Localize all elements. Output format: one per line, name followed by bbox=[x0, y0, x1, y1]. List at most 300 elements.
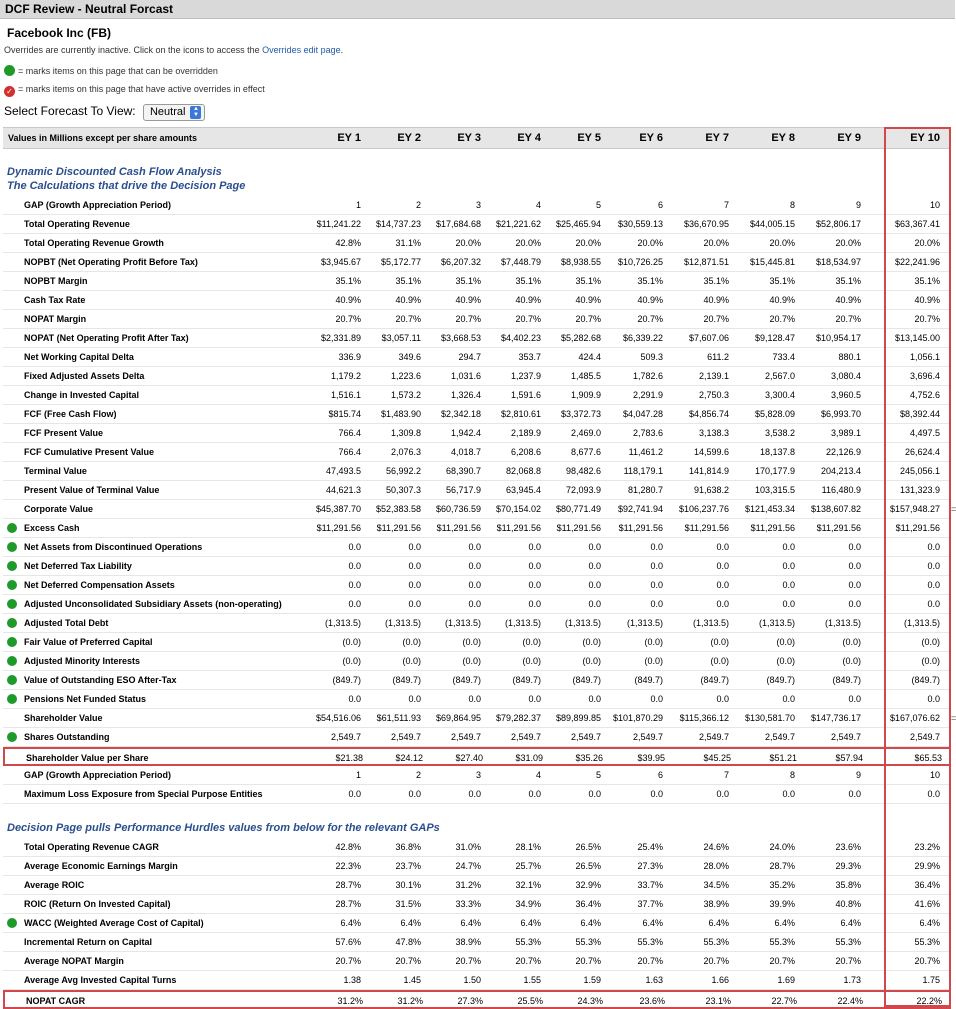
cell-ey5: 24.3% bbox=[577, 996, 603, 1006]
cell-ey1: 28.7% bbox=[335, 880, 361, 890]
cell-ey5: 1,909.9 bbox=[570, 390, 601, 400]
cell-ey5: 424.4 bbox=[578, 352, 601, 362]
cell-ey3: $2,342.18 bbox=[440, 409, 481, 419]
table-row bbox=[3, 747, 951, 766]
override-dot-icon[interactable] bbox=[7, 675, 17, 685]
table-row bbox=[3, 614, 951, 633]
cell-ey2: 20.7% bbox=[395, 314, 421, 324]
cell-ey5: $8,938.55 bbox=[560, 257, 601, 267]
cell-ey1: 47,493.5 bbox=[325, 466, 361, 476]
cell-ey2: 0.0 bbox=[408, 580, 421, 590]
cell-ey6: 23.6% bbox=[639, 996, 665, 1006]
cell-ey1: 0.0 bbox=[348, 789, 361, 799]
cell-ey1: 20.7% bbox=[335, 956, 361, 966]
cell-ey2: 0.0 bbox=[408, 542, 421, 552]
cell-ey6: 6 bbox=[657, 200, 663, 210]
cell-ey4: $4,402.23 bbox=[500, 333, 541, 343]
cell-ey4: 20.0% bbox=[515, 238, 541, 248]
cell-ey3: (0.0) bbox=[462, 656, 481, 666]
override-dot-icon[interactable] bbox=[7, 918, 17, 928]
row-label: WACC (Weighted Average Cost of Capital) bbox=[24, 918, 204, 928]
cell-ey3: 31.2% bbox=[455, 880, 481, 890]
forecast-select-value: Neutral bbox=[149, 106, 186, 118]
cell-ey2: (849.7) bbox=[392, 675, 421, 685]
table-header bbox=[3, 127, 951, 149]
row-label: Pensions Net Funded Status bbox=[24, 694, 147, 704]
cell-ey6: 40.9% bbox=[637, 295, 663, 305]
override-dot-icon[interactable] bbox=[7, 618, 17, 628]
cell-ey3: 20.0% bbox=[455, 238, 481, 248]
cell-ey3: 56,717.9 bbox=[445, 485, 481, 495]
cell-ey4: 20.7% bbox=[515, 314, 541, 324]
cell-ey7: 141,814.9 bbox=[688, 466, 729, 476]
override-dot-icon[interactable] bbox=[7, 542, 17, 552]
cell-ey1: 31.2% bbox=[337, 996, 363, 1006]
cell-ey5: $80,771.49 bbox=[555, 504, 601, 514]
cell-ey2: 47.8% bbox=[395, 937, 421, 947]
table-row bbox=[3, 914, 951, 933]
select-arrows-icon: ▲ ▼ bbox=[190, 106, 201, 119]
cell-ey9: 0.0 bbox=[848, 694, 861, 704]
cell-ey6: 0.0 bbox=[650, 580, 663, 590]
cell-ey3: $69,864.95 bbox=[435, 713, 481, 723]
cell-ey9: 20.0% bbox=[835, 238, 861, 248]
cell-ey2: 0.0 bbox=[408, 599, 421, 609]
cell-ey5: 1,485.5 bbox=[570, 371, 601, 381]
cell-ey5: $11,291.56 bbox=[556, 523, 601, 533]
cell-ey4: (0.0) bbox=[522, 656, 541, 666]
row-label: Average Economic Earnings Margin bbox=[24, 861, 178, 871]
cell-ey4: 25.5% bbox=[517, 996, 543, 1006]
cell-ey6: 11,461.2 bbox=[628, 447, 663, 457]
cell-ey8: $15,445.81 bbox=[749, 257, 795, 267]
cell-ey8: 0.0 bbox=[782, 694, 795, 704]
cell-ey7: 6.4% bbox=[708, 918, 729, 928]
row-label: ROIC (Return On Invested Capital) bbox=[24, 899, 171, 909]
cell-ey7: $11,291.56 bbox=[684, 523, 729, 533]
cell-ey7: 91,638.2 bbox=[693, 485, 729, 495]
cell-ey7: (849.7) bbox=[700, 675, 729, 685]
cell-ey4: 20.7% bbox=[515, 956, 541, 966]
override-dot-icon[interactable] bbox=[7, 523, 17, 533]
row-label: Adjusted Unconsolidated Subsidiary Assets (non-operating) bbox=[24, 599, 282, 609]
cell-ey2: 2 bbox=[415, 770, 421, 780]
cell-ey1: (849.7) bbox=[332, 675, 361, 685]
row-edge-mark: = bbox=[951, 713, 956, 723]
cell-ey10: (0.0) bbox=[921, 656, 940, 666]
cell-ey9: 40.9% bbox=[835, 295, 861, 305]
overrides-note-suffix: . bbox=[340, 45, 344, 55]
cell-ey1: 336.9 bbox=[338, 352, 361, 362]
cell-ey7: 23.1% bbox=[705, 996, 731, 1006]
cell-ey1: $21.38 bbox=[335, 753, 363, 763]
row-label: FCF Cumulative Present Value bbox=[24, 447, 155, 457]
cell-ey3: 3 bbox=[475, 200, 481, 210]
cell-ey5: 0.0 bbox=[588, 542, 601, 552]
cell-ey1: (1,313.5) bbox=[324, 618, 361, 628]
cell-ey5: 20.7% bbox=[575, 956, 601, 966]
cell-ey9: 0.0 bbox=[848, 599, 861, 609]
cell-ey9: 23.6% bbox=[835, 842, 861, 852]
table-row bbox=[3, 876, 951, 895]
cell-ey8: 20.7% bbox=[769, 314, 795, 324]
cell-ey8: 24.0% bbox=[769, 842, 795, 852]
cell-ey6: 2,291.9 bbox=[632, 390, 663, 400]
cell-ey9: 9 bbox=[855, 200, 861, 210]
cell-ey7: $45.25 bbox=[703, 753, 731, 763]
cell-ey9: $57.94 bbox=[835, 753, 863, 763]
cell-ey4: $70,154.02 bbox=[495, 504, 541, 514]
cell-ey3: 294.7 bbox=[458, 352, 481, 362]
override-dot-icon[interactable] bbox=[7, 694, 17, 704]
table-row bbox=[3, 500, 956, 519]
cell-ey3: 1,031.6 bbox=[450, 371, 481, 381]
cell-ey9: (0.0) bbox=[842, 637, 861, 647]
table-row bbox=[3, 857, 951, 876]
cell-ey8: 0.0 bbox=[782, 561, 795, 571]
row-label: Adjusted Total Debt bbox=[24, 618, 109, 628]
cell-ey7: 0.0 bbox=[716, 561, 729, 571]
cell-ey2: $14,737.23 bbox=[375, 219, 421, 229]
dcf-section-title bbox=[7, 165, 245, 193]
cell-ey7: 2,549.7 bbox=[698, 732, 729, 742]
cell-ey4: 4 bbox=[535, 770, 541, 780]
cell-ey8: 55.3% bbox=[769, 937, 795, 947]
cell-ey9: 0.0 bbox=[848, 542, 861, 552]
cell-ey4: 40.9% bbox=[515, 295, 541, 305]
cell-ey5: 72,093.9 bbox=[565, 485, 601, 495]
cell-ey1: 0.0 bbox=[348, 599, 361, 609]
row-label: Value of Outstanding ESO After-Tax bbox=[24, 675, 177, 685]
cell-ey7: 7 bbox=[723, 200, 729, 210]
override-dot-icon[interactable] bbox=[7, 656, 17, 666]
cell-ey4: 32.1% bbox=[515, 880, 541, 890]
cell-ey3: 1,942.4 bbox=[450, 428, 481, 438]
cell-ey4: $21,221.62 bbox=[495, 219, 541, 229]
cell-ey5: (0.0) bbox=[582, 637, 601, 647]
cell-ey10: 35.1% bbox=[914, 276, 940, 286]
cell-ey7: 20.7% bbox=[703, 956, 729, 966]
cell-ey10: 0.0 bbox=[927, 580, 940, 590]
cell-ey5: 36.4% bbox=[575, 899, 601, 909]
cell-ey10: 2,549.7 bbox=[909, 732, 940, 742]
cell-ey6: 509.3 bbox=[640, 352, 663, 362]
cell-ey4: 0.0 bbox=[528, 580, 541, 590]
cell-ey9: 116,480.9 bbox=[821, 485, 861, 495]
override-dot-icon[interactable] bbox=[7, 732, 17, 742]
cell-ey6: $11,291.56 bbox=[618, 523, 663, 533]
cell-ey8: 0.0 bbox=[782, 542, 795, 552]
cell-ey5: 0.0 bbox=[588, 694, 601, 704]
cell-ey8: 20.0% bbox=[769, 238, 795, 248]
cell-ey9: (1,313.5) bbox=[824, 618, 861, 628]
cell-ey9: $52,806.17 bbox=[815, 219, 861, 229]
cell-ey5: $89,899.85 bbox=[555, 713, 601, 723]
cell-ey4: 0.0 bbox=[528, 561, 541, 571]
column-header-7: EY 7 bbox=[705, 132, 729, 144]
cell-ey5: 8,677.6 bbox=[570, 447, 601, 457]
red-check-icon[interactable]: ✓ bbox=[4, 86, 15, 97]
cell-ey2: 0.0 bbox=[408, 694, 421, 704]
cell-ey3: 3 bbox=[475, 770, 481, 780]
cell-ey4: $79,282.37 bbox=[495, 713, 541, 723]
row-label: Net Assets from Discontinued Operations bbox=[24, 542, 203, 552]
cell-ey10: 20.7% bbox=[914, 956, 940, 966]
cell-ey6: 33.7% bbox=[637, 880, 663, 890]
cell-ey3: 20.7% bbox=[455, 956, 481, 966]
cell-ey2: 31.5% bbox=[395, 899, 421, 909]
cell-ey7: 35.1% bbox=[703, 276, 729, 286]
cell-ey3: $6,207.32 bbox=[440, 257, 481, 267]
cell-ey8: 0.0 bbox=[782, 599, 795, 609]
cell-ey10: 0.0 bbox=[927, 694, 940, 704]
row-label: Fair Value of Preferred Capital bbox=[24, 637, 153, 647]
cell-ey8: 18,137.8 bbox=[759, 447, 795, 457]
cell-ey4: 2,189.9 bbox=[510, 428, 541, 438]
cell-ey10: $63,367.41 bbox=[894, 219, 940, 229]
row-edge-mark: = bbox=[951, 504, 956, 514]
override-dot-icon[interactable] bbox=[7, 637, 17, 647]
cell-ey5: 2,549.7 bbox=[570, 732, 601, 742]
green-legend bbox=[4, 65, 218, 76]
cell-ey6: 0.0 bbox=[650, 561, 663, 571]
row-label: Fixed Adjusted Assets Delta bbox=[24, 371, 145, 381]
table-row bbox=[3, 766, 951, 785]
table-row bbox=[3, 595, 951, 614]
cell-ey8: 733.4 bbox=[772, 352, 795, 362]
cell-ey2: 2,076.3 bbox=[390, 447, 421, 457]
cell-ey4: (849.7) bbox=[512, 675, 541, 685]
cell-ey2: $3,057.11 bbox=[381, 333, 421, 343]
cell-ey1: 22.3% bbox=[335, 861, 361, 871]
row-label: Terminal Value bbox=[24, 466, 87, 476]
column-header-10: EY 10 bbox=[910, 132, 940, 144]
cell-ey8: 40.9% bbox=[769, 295, 795, 305]
cell-ey6: $6,339.22 bbox=[622, 333, 663, 343]
cell-ey1: $11,291.56 bbox=[316, 523, 361, 533]
cell-ey2: 1,223.6 bbox=[390, 371, 421, 381]
table-row bbox=[3, 367, 951, 386]
cell-ey9: 3,080.4 bbox=[830, 371, 861, 381]
cell-ey6: 0.0 bbox=[650, 542, 663, 552]
cell-ey2: $1,483.90 bbox=[380, 409, 421, 419]
cell-ey4: 63,945.4 bbox=[505, 485, 541, 495]
cell-ey6: 0.0 bbox=[650, 789, 663, 799]
cell-ey7: 1.66 bbox=[711, 975, 729, 985]
cell-ey6: 27.3% bbox=[637, 861, 663, 871]
cell-ey9: 55.3% bbox=[835, 937, 861, 947]
window-title: DCF Review - Neutral Forcast bbox=[0, 0, 955, 19]
cell-ey6: 20.0% bbox=[637, 238, 663, 248]
forecast-select[interactable] bbox=[143, 104, 205, 121]
column-header-1: EY 1 bbox=[337, 132, 361, 144]
cell-ey6: 0.0 bbox=[650, 694, 663, 704]
table-row bbox=[3, 348, 951, 367]
cell-ey9: 3,960.5 bbox=[830, 390, 861, 400]
cell-ey5: 0.0 bbox=[588, 599, 601, 609]
table-row bbox=[3, 462, 951, 481]
overrides-edit-link[interactable]: Overrides edit page bbox=[262, 45, 341, 55]
cell-ey10: 20.0% bbox=[914, 238, 940, 248]
row-label: Shares Outstanding bbox=[24, 732, 110, 742]
cell-ey7: 40.9% bbox=[703, 295, 729, 305]
cell-ey1: 42.8% bbox=[335, 238, 361, 248]
cell-ey5: 2,469.0 bbox=[570, 428, 601, 438]
cell-ey5: 26.5% bbox=[575, 861, 601, 871]
cell-ey4: 4 bbox=[535, 200, 541, 210]
cell-ey9: 0.0 bbox=[848, 561, 861, 571]
cell-ey9: $18,534.97 bbox=[815, 257, 861, 267]
cell-ey7: 0.0 bbox=[716, 599, 729, 609]
cell-ey3: 27.3% bbox=[457, 996, 483, 1006]
cell-ey5: $35.26 bbox=[575, 753, 603, 763]
cell-ey3: 0.0 bbox=[468, 542, 481, 552]
cell-ey2: $24.12 bbox=[395, 753, 423, 763]
cell-ey8: $9,128.47 bbox=[754, 333, 795, 343]
cell-ey3: $3,668.53 bbox=[440, 333, 481, 343]
cell-ey6: 118,179.1 bbox=[623, 466, 663, 476]
cell-ey7: 611.2 bbox=[707, 352, 729, 362]
table-row bbox=[3, 895, 951, 914]
cell-ey5: 32.9% bbox=[575, 880, 601, 890]
cell-ey1: 766.4 bbox=[338, 447, 361, 457]
table-row bbox=[3, 481, 951, 500]
cell-ey2: 1.45 bbox=[403, 975, 421, 985]
cell-ey7: 28.0% bbox=[703, 861, 729, 871]
cell-ey5: 1.59 bbox=[583, 975, 601, 985]
cell-ey5: 0.0 bbox=[588, 561, 601, 571]
cell-ey1: (0.0) bbox=[342, 656, 361, 666]
cell-ey6: $101,870.29 bbox=[612, 713, 663, 723]
cell-ey4: 6.4% bbox=[520, 918, 541, 928]
cell-ey10: 26,624.4 bbox=[904, 447, 940, 457]
cell-ey1: 1.38 bbox=[343, 975, 361, 985]
cell-ey9: 204,213.4 bbox=[820, 466, 861, 476]
cell-ey7: 7 bbox=[723, 770, 729, 780]
table-row bbox=[3, 253, 951, 272]
cell-ey9: 1.73 bbox=[843, 975, 861, 985]
cell-ey7: $106,237.76 bbox=[678, 504, 729, 514]
cell-ey3: $17,684.68 bbox=[435, 219, 481, 229]
cell-ey5: 35.1% bbox=[575, 276, 601, 286]
cell-ey4: 1,591.6 bbox=[510, 390, 541, 400]
cell-ey7: $12,871.51 bbox=[683, 257, 729, 267]
cell-ey6: 6 bbox=[657, 770, 663, 780]
cell-ey1: 1,516.1 bbox=[330, 390, 361, 400]
row-label: Excess Cash bbox=[24, 523, 80, 533]
cell-ey7: 0.0 bbox=[716, 789, 729, 799]
cell-ey2: 20.7% bbox=[395, 956, 421, 966]
cell-ey10: 36.4% bbox=[914, 880, 940, 890]
cell-ey5: 40.9% bbox=[575, 295, 601, 305]
column-header-2: EY 2 bbox=[397, 132, 421, 144]
cell-ey10: 29.9% bbox=[914, 861, 940, 871]
cell-ey10: $157,948.27 bbox=[889, 504, 940, 514]
table-row bbox=[3, 728, 951, 747]
row-label: Corporate Value bbox=[24, 504, 94, 514]
cell-ey5: 5 bbox=[595, 770, 601, 780]
cell-ey10: 20.7% bbox=[914, 314, 940, 324]
cell-ey9: $10,954.17 bbox=[815, 333, 861, 343]
cell-ey5: 5 bbox=[595, 200, 601, 210]
cell-ey8: 20.7% bbox=[769, 956, 795, 966]
override-dot-icon[interactable] bbox=[7, 580, 17, 590]
cell-ey6: 55.3% bbox=[637, 937, 663, 947]
cell-ey1: 1,179.2 bbox=[330, 371, 361, 381]
cell-ey3: 31.0% bbox=[455, 842, 481, 852]
cell-ey3: 38.9% bbox=[455, 937, 481, 947]
cell-ey9: 35.1% bbox=[835, 276, 861, 286]
cell-ey4: $11,291.56 bbox=[496, 523, 541, 533]
cell-ey9: 22.4% bbox=[837, 996, 863, 1006]
cell-ey7: (0.0) bbox=[710, 637, 729, 647]
row-label: Average Avg Invested Capital Turns bbox=[24, 975, 177, 985]
table-row bbox=[3, 690, 951, 709]
cell-ey10: 4,497.5 bbox=[909, 428, 940, 438]
cell-ey8: 2,549.7 bbox=[764, 732, 795, 742]
cell-ey2: 0.0 bbox=[408, 561, 421, 571]
cell-ey4: (1,313.5) bbox=[504, 618, 541, 628]
cell-ey3: 0.0 bbox=[468, 789, 481, 799]
cell-ey6: 35.1% bbox=[637, 276, 663, 286]
row-label: NOPAT CAGR bbox=[26, 996, 86, 1006]
row-label: Incremental Return on Capital bbox=[24, 937, 153, 947]
cell-ey1: 1 bbox=[355, 200, 361, 210]
cell-ey4: (0.0) bbox=[522, 637, 541, 647]
cell-ey5: 20.0% bbox=[575, 238, 601, 248]
cell-ey8: 8 bbox=[789, 770, 795, 780]
cell-ey7: $36,670.95 bbox=[683, 219, 729, 229]
cell-ey6: 1,782.6 bbox=[632, 371, 663, 381]
cell-ey8: 8 bbox=[789, 200, 795, 210]
cell-ey5: (0.0) bbox=[582, 656, 601, 666]
cell-ey3: 0.0 bbox=[468, 694, 481, 704]
cell-ey10: (849.7) bbox=[911, 675, 940, 685]
cell-ey1: 0.0 bbox=[348, 561, 361, 571]
row-label: Total Operating Revenue Growth bbox=[24, 238, 164, 248]
cell-ey3: 1,326.4 bbox=[450, 390, 481, 400]
cell-ey2: 31.1% bbox=[395, 238, 421, 248]
row-label: Net Working Capital Delta bbox=[24, 352, 134, 362]
cell-ey6: (0.0) bbox=[644, 637, 663, 647]
cell-ey2: 50,307.3 bbox=[385, 485, 421, 495]
cell-ey10: 0.0 bbox=[927, 789, 940, 799]
cell-ey8: 35.1% bbox=[769, 276, 795, 286]
cell-ey10: $22,241.96 bbox=[894, 257, 940, 267]
override-dot-icon[interactable] bbox=[7, 561, 17, 571]
cell-ey3: $60,736.59 bbox=[435, 504, 481, 514]
green-dot-icon[interactable] bbox=[4, 65, 15, 76]
cell-ey9: 0.0 bbox=[848, 789, 861, 799]
table-row bbox=[3, 234, 951, 253]
cell-ey7: 55.3% bbox=[703, 937, 729, 947]
cell-ey8: 2,567.0 bbox=[764, 371, 795, 381]
cell-ey5: 55.3% bbox=[575, 937, 601, 947]
cell-ey10: $11,291.56 bbox=[895, 523, 940, 533]
cell-ey2: 23.7% bbox=[395, 861, 421, 871]
table-row bbox=[3, 652, 951, 671]
row-label: Net Deferred Tax Liability bbox=[24, 561, 132, 571]
cell-ey6: 25.4% bbox=[637, 842, 663, 852]
table-row bbox=[3, 196, 951, 215]
override-dot-icon[interactable] bbox=[7, 599, 17, 609]
cell-ey8: 35.2% bbox=[769, 880, 795, 890]
column-header-5: EY 5 bbox=[577, 132, 601, 144]
table-row bbox=[3, 971, 951, 990]
cell-ey10: 55.3% bbox=[914, 937, 940, 947]
cell-ey8: 3,538.2 bbox=[764, 428, 795, 438]
row-label: NOPBT (Net Operating Profit Before Tax) bbox=[24, 257, 198, 267]
